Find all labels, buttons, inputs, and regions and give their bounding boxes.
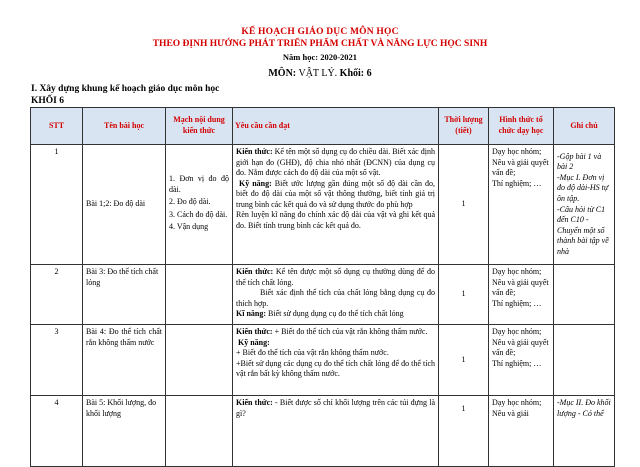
form-item: Nêu và giải quyết vấn đề;: [492, 277, 549, 298]
plan-subtitle: THEO ĐỊNH HƯỚNG PHÁT TRIỂN PHẨM CHẤT VÀ NĂNG LỰC HỌC SINH: [152, 39, 488, 49]
row-notes: [554, 396, 615, 467]
grade-value: 6: [366, 68, 372, 79]
row-lesson: Bài 4: Đo thể tích chất rắn không thấm nước: [83, 325, 166, 396]
form-item: Thí nghiệm; …: [492, 178, 542, 188]
table-row: [31, 325, 615, 396]
table-row: [31, 265, 615, 325]
row-teaching-form: [489, 325, 554, 396]
school-year: Năm học: 2020-2021: [282, 52, 358, 62]
row-requirements: [233, 325, 439, 396]
row-duration: 1: [439, 396, 489, 467]
row-teaching-form: [489, 265, 554, 325]
header-teaching-form: Hình thức tổ chức dạy học: [489, 108, 554, 145]
row-content: [166, 145, 233, 265]
row-requirements: [233, 265, 439, 325]
row-content: [166, 396, 233, 467]
section-heading: I. Xây dựng khung kế hoạch giáo dục môn học: [31, 84, 220, 94]
form-item: Nêu và giải quyết vấn đề;: [492, 337, 549, 358]
header-duration: Thời lượng (tiết): [439, 108, 489, 145]
table-header-row: [31, 108, 615, 145]
plan-title: KẾ HOẠCH GIÁO DỤC MÔN HỌC: [241, 27, 399, 37]
knowledge-label: Kiến thức:: [236, 327, 273, 336]
skill-label: Kĩ năng:: [236, 309, 267, 319]
header-content: Mạch nội dung kiến thức: [166, 108, 233, 145]
row-duration: 1: [439, 145, 489, 265]
row-requirements: [233, 145, 439, 265]
knowledge-label: Kiến thức:: [236, 147, 273, 156]
knowledge-label: Kiến thức:: [236, 398, 273, 407]
grade-label: Khối:: [339, 68, 365, 79]
header-stt: STT: [31, 108, 83, 145]
header-lesson: Tên bài học: [83, 108, 166, 145]
knowledge-text: - Biết được số chỉ khối lượng trên các túi đựng là gì?: [236, 398, 436, 418]
table-row: [31, 396, 615, 467]
content-item: 1. Đơn vị đo độ dài.: [169, 174, 229, 194]
header-requirements: Yêu cầu cần đạt: [233, 108, 439, 145]
skill-text: Biết sử dụng dụng cụ đo thể tích chất lỏng: [266, 309, 404, 319]
row-lesson: Bài 3: Đo thể tích chất lỏng: [83, 265, 166, 325]
note-item: -Mục I. Đơn vị đo độ dài-HS tự ôn tập.: [557, 172, 609, 203]
form-item: Dạy học nhóm;: [492, 267, 542, 276]
row-duration: 1: [439, 265, 489, 325]
row-requirements: [233, 396, 439, 467]
form-item: Thí nghiệm; …: [492, 358, 542, 368]
row-duration: 1: [439, 325, 489, 396]
knowledge-text-2: Biết xác định thể tích của chất lỏng bằng dụng cụ đo thích hợp.: [236, 288, 435, 308]
row-lesson: Bài 5: Khối lượng, đo khối lượng: [83, 396, 166, 467]
knowledge-text: Kể tên được một số dụng cụ thường dùng để đo thể tích chất lỏng.: [236, 267, 436, 287]
row-teaching-form: [489, 145, 554, 265]
extra-text: Rèn luyện kĩ năng đo chính xác độ dài của vật và ghi kết quả đo. Biết tính trung bình các kết quả đo.: [236, 210, 435, 230]
subject-label: MÔN:: [268, 68, 297, 79]
table-row: [31, 145, 615, 265]
form-item: Nêu và giải: [492, 408, 529, 418]
row-stt: 1: [31, 145, 83, 265]
skill-text: + Biết đo thể tích của vật rắn không thấm nước.: [236, 348, 389, 358]
form-item: Dạy học nhóm;: [492, 398, 542, 407]
row-teaching-form: [489, 396, 554, 467]
row-content: [166, 265, 233, 325]
row-content: [166, 325, 233, 396]
knowledge-text: Kể tên một số dụng cụ đo chiều dài. Biết xác định giới hạn đo (GHĐ), độ chia nhỏ nhất (ĐCNN) của dụng cụ đo. Nắm được cách đo độ dài của một số vật.: [236, 147, 435, 178]
header-notes: Ghi chú: [554, 108, 615, 145]
skill-text: Biết ước lượng gần đúng một số độ dài cần đo, biết đo độ dài của một số vật thông thường, biết tính giá trị trung bình các kết quả đo và sử dụng thước đo phù hợp: [236, 178, 435, 209]
content-item: 4. Vận dụng: [169, 222, 209, 232]
row-stt: 3: [31, 325, 83, 396]
subject-line: [0, 68, 640, 79]
knowledge-label: Kiến thức:: [236, 267, 274, 276]
skill-label: Kỹ năng:: [239, 178, 272, 188]
skill-text-2: +Biết sử dụng các dụng cụ đo thể tích chất lỏng để đo thể tích vật rắn bất kỳ không thấm nước.: [236, 358, 435, 379]
row-stt: 2: [31, 265, 83, 325]
form-item: Dạy học nhóm;: [492, 147, 542, 156]
subject-value: VẬT LÝ.: [298, 68, 338, 79]
content-item: 3. Cách đo độ dài.: [169, 209, 228, 219]
form-item: Thí nghiệm; …: [492, 298, 542, 308]
note-item: -Mục II. Đo khối lượng - Có thể: [557, 398, 611, 418]
curriculum-table: [30, 107, 615, 467]
row-notes: [554, 325, 615, 396]
row-lesson: Bài 1;2: Đo độ dài: [83, 145, 166, 265]
content-item: 2. Đo độ dài.: [169, 197, 211, 207]
row-stt: 4: [31, 396, 83, 467]
skill-label: Kỹ năng:: [238, 337, 270, 347]
knowledge-text: + Biết đo thể tích của vật rắn không thấm nước.: [272, 327, 428, 336]
row-notes: [554, 145, 615, 265]
form-item: Nêu và giải quyết vấn đề;: [492, 157, 549, 178]
note-item: -Câu hỏi từ C1 đến C10 - Chuyển một số thành bài tập về nhà: [557, 204, 609, 256]
form-item: Dạy học nhóm;: [492, 327, 542, 336]
grade-heading: KHỐI 6: [31, 96, 64, 106]
row-notes: [554, 265, 615, 325]
note-item: -Gộp bài 1 và bài 2: [557, 151, 602, 172]
